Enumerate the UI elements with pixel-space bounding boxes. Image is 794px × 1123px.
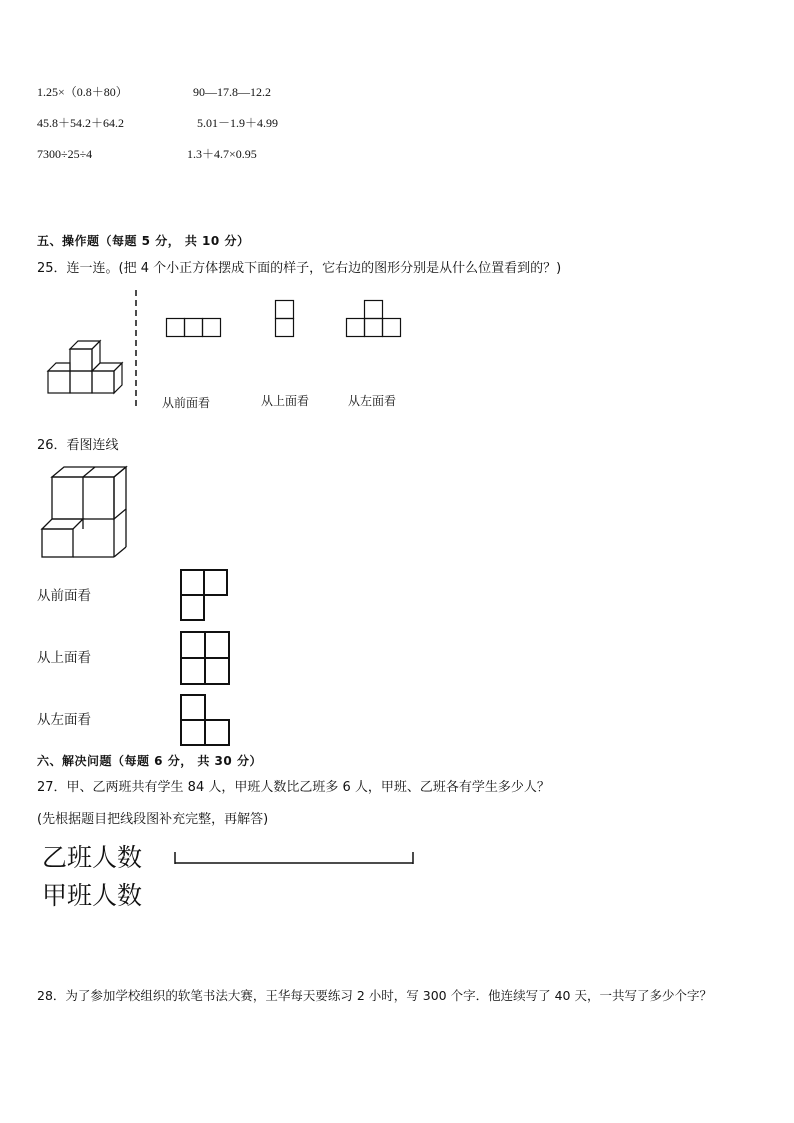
bar-label-class-b: 乙班人数 xyxy=(42,843,143,872)
view-label: 从左面看 xyxy=(37,712,91,728)
question-26: 26．看图连线 xyxy=(37,438,119,453)
cube-stack-figure xyxy=(40,335,125,397)
section-title: 六、解决问题（每题 6 分， 共 30 分） xyxy=(37,754,262,768)
dashed-divider xyxy=(134,290,138,410)
view-shape-row-of-three xyxy=(166,318,222,338)
calc-expression: 5.01－1.9＋4.99 xyxy=(197,116,279,130)
view-label: 从上面看 xyxy=(261,394,310,408)
segment-diagram-line xyxy=(174,851,416,867)
view-label: 从左面看 xyxy=(348,394,397,408)
calc-expression: 90—17.8—12.2 xyxy=(193,85,271,99)
view-label: 从前面看 xyxy=(37,588,91,604)
cube-stack-figure-26 xyxy=(40,465,130,560)
calc-expression: 7300÷25÷4 xyxy=(37,147,93,161)
question-27-note: (先根据题目把线段图补充完整，再解答) xyxy=(37,812,269,827)
calc-expression: 1.25×（0.8＋80） xyxy=(37,85,128,99)
calc-expression: 45.8＋54.2＋64.2 xyxy=(37,116,125,130)
calc-expression: 1.3＋4.7×0.95 xyxy=(187,147,257,161)
view-label: 从上面看 xyxy=(37,650,91,666)
view-shape-column-of-two xyxy=(275,300,295,338)
view-label: 从前面看 xyxy=(162,396,211,410)
view-shape-t-shape xyxy=(346,300,402,338)
bar-label-class-a: 甲班人数 xyxy=(42,881,143,910)
question-25: 25．连一连。(把 4 个小正方体摆成下面的样子，它右边的图形分别是从什么位置看到的？) xyxy=(37,261,562,276)
view-shape-square-2x2 xyxy=(180,631,232,687)
section-title: 五、操作题（每题 5 分， 共 10 分） xyxy=(37,234,250,248)
view-shape-l-top xyxy=(180,569,230,623)
view-shape-l-bottom xyxy=(180,694,232,748)
question-28: 28．为了参加学校组织的软笔书法大赛，王华每天要练习 2 小时，写 300 个字．他连续写了 40 天，一共写了多少个字？ xyxy=(37,988,712,1003)
question-27: 27．甲、乙两班共有学生 84 人，甲班人数比乙班多 6 人，甲班、乙班各有学生多少人？ xyxy=(37,780,550,795)
